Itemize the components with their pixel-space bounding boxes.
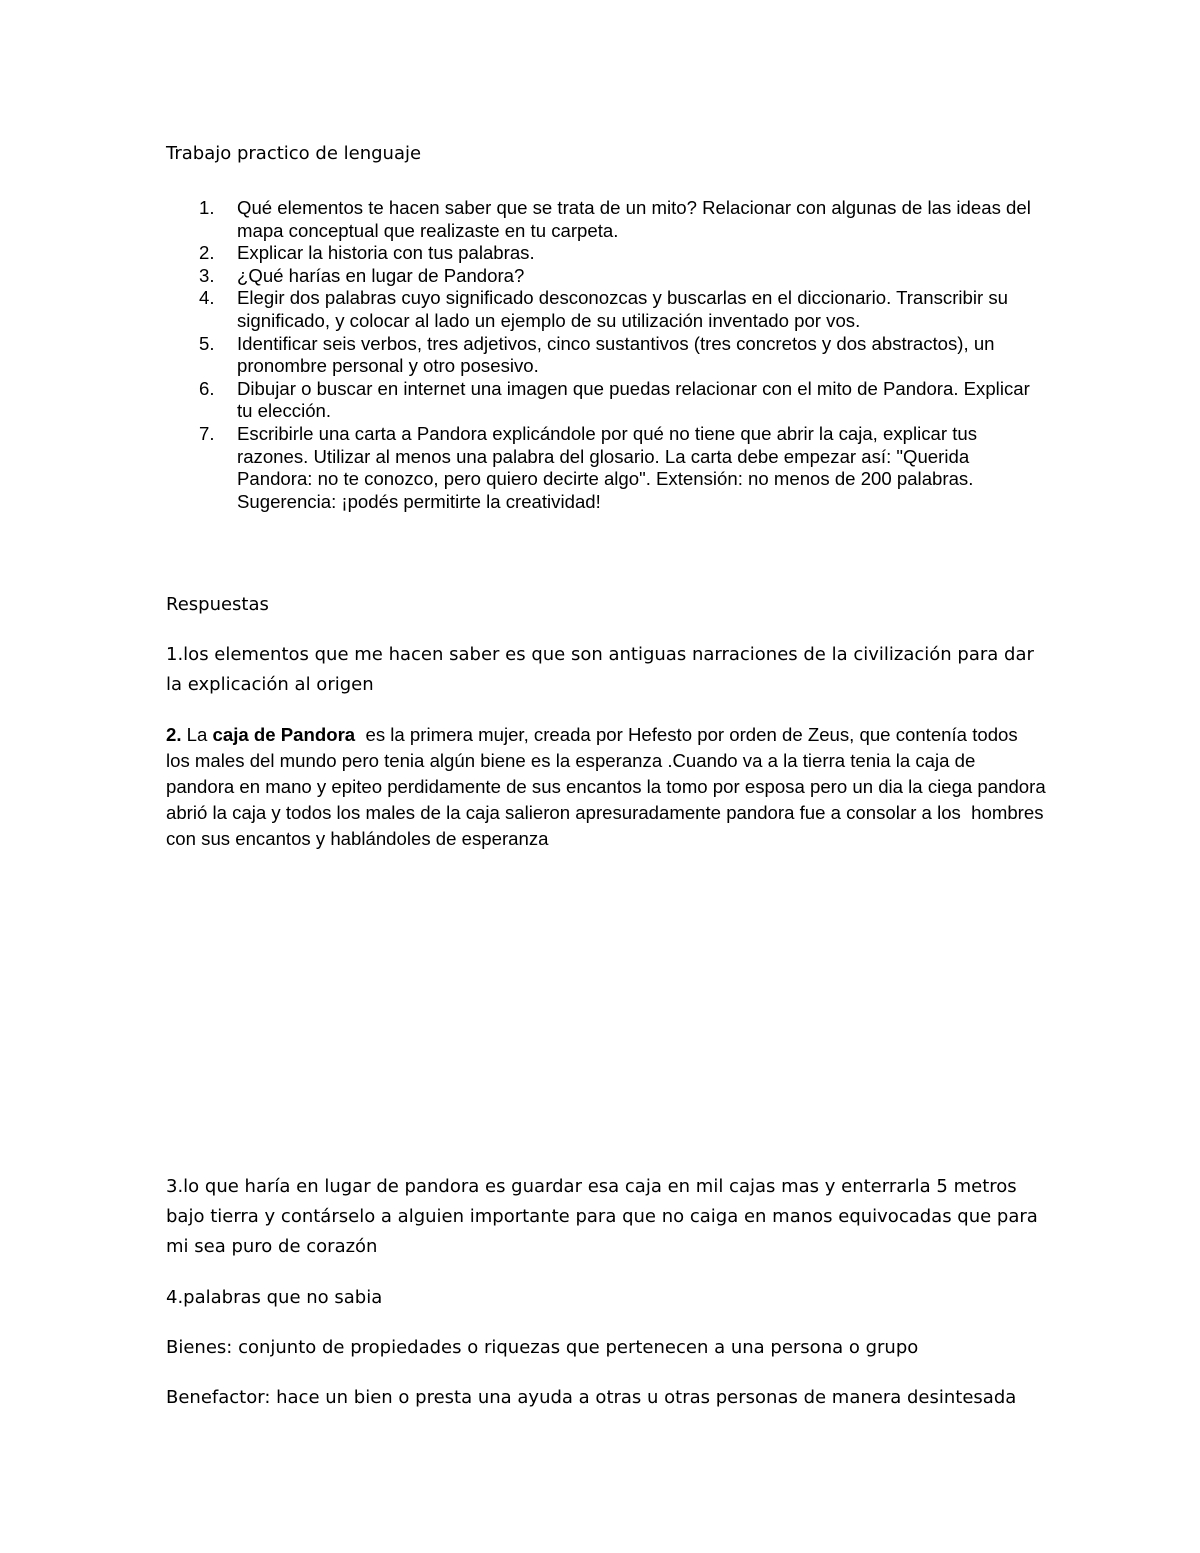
question-item: [166, 287, 1046, 332]
question-item: [166, 242, 1046, 265]
question-item: [166, 378, 1046, 423]
question-item: [166, 265, 1046, 288]
question-item: [166, 423, 1046, 513]
questions-list: [166, 197, 1046, 513]
definition-item: Bienes: conjunto de propiedades o riquezas que pertenecen a una persona o grupo: [166, 1337, 919, 1358]
question-text: Explicar la historia con tus palabras.: [237, 242, 535, 264]
question-text: Qué elementos te hacen saber que se trata de un mito? Relacionar con algunas de las ideas del mapa conceptual que realizaste en tu carpeta.: [237, 197, 1031, 241]
answers-heading: Respuestas: [166, 594, 269, 615]
question-number: 6.: [199, 377, 215, 399]
answer-2-text: es la primera mujer, creada por Hefesto por orden de Zeus, que contenía todos los males del mundo pero tenia algún biene es la esperanza .Cuando va a la tierra tenia la caja de pandora en mano y epiteo perdidamente de sus encantos la tomo por esposa pero un dia la ciega pandora abrió la caja y todos los males de la caja salieron apresuradamente pandora fue a consolar a los hombres con sus encantos y hablándoles de esperanza: [166, 724, 1051, 849]
answer-1: 1.los elementos que me hacen saber es que son antiguas narraciones de la civilización para dar la explicación al origen: [166, 644, 1034, 695]
answer-2-pre: La: [181, 724, 213, 745]
question-item: [166, 197, 1046, 242]
answer-2-bold-term: caja de Pandora: [212, 724, 356, 745]
definition-item: Benefactor: hace un bien o presta una ayuda a otras u otras personas de manera desintesada: [166, 1387, 1017, 1408]
question-number: 4.: [199, 287, 215, 309]
question-number: 5.: [199, 332, 215, 354]
question-text: Elegir dos palabras cuyo significado desconozcas y buscarlas en el diccionario. Transcribir su significado, y colocar al lado un ejemplo de su utilización inventado por vos.: [237, 287, 1008, 331]
question-number: 1.: [199, 197, 215, 218]
question-text: Escribirle una carta a Pandora explicándole por qué no tiene que abrir la caja, explicar tus razones. Utilizar al menos una palabra del glosario. La carta debe empezar así: "Querida Pandora: no te conozco, pero quiero decirte algo". Extensión: no menos de 200 palabras. Sugerencia: ¡podés permitirte la creatividad!: [237, 422, 978, 512]
answer-2-number: 2.: [166, 724, 182, 745]
question-item: [166, 333, 1046, 378]
question-number: 2.: [199, 242, 215, 264]
question-number: 7.: [199, 422, 215, 444]
question-text: Dibujar o buscar en internet una imagen que puedas relacionar con el mito de Pandora. Explicar tu elección.: [237, 377, 1030, 422]
question-text: Identificar seis verbos, tres adjetivos, cinco sustantivos (tres concretos y dos abstractos), un pronombre personal y otro posesivo.: [237, 332, 995, 377]
answer-2: [166, 722, 1051, 852]
document-title: Trabajo practico de lenguaje: [166, 143, 422, 164]
answer-4-heading: 4.palabras que no sabia: [166, 1287, 383, 1308]
question-text: ¿Qué harías en lugar de Pandora?: [237, 264, 525, 286]
question-number: 3.: [199, 264, 215, 286]
answer-3: 3.lo que haría en lugar de pandora es guardar esa caja en mil cajas mas y enterrarla 5 metros bajo tierra y contárselo a alguien importante para que no caiga en manos equivocadas que para mi sea puro de corazón: [166, 1176, 1038, 1257]
